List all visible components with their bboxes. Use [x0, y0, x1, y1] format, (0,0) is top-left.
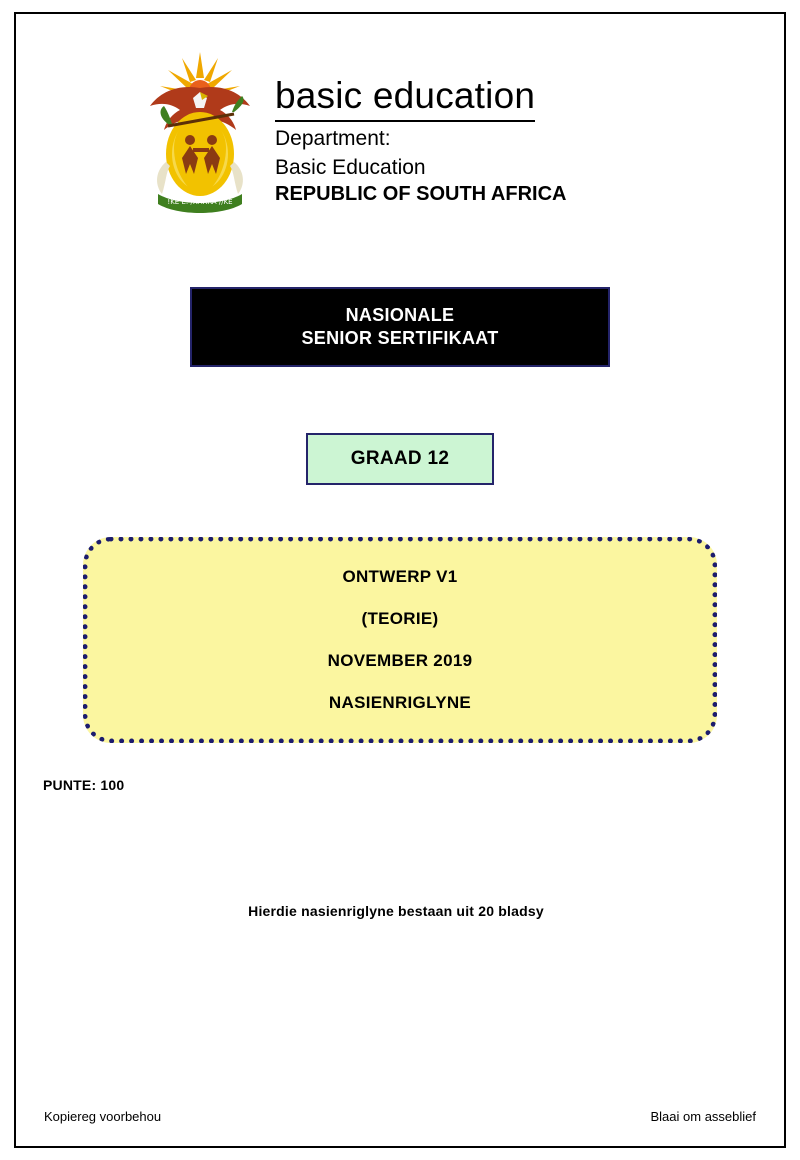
grade-label: GRAAD 12 [350, 448, 450, 469]
document-header [40, 44, 760, 219]
subject-exam-date: NOVEMBER 2019 [327, 651, 473, 670]
department-text-block [275, 44, 566, 206]
turn-over-notice: Blaai om asseblief [650, 1109, 756, 1124]
marks-label: PUNTE: 100 [43, 777, 125, 793]
page-count-note: Hierdie nasienriglyne bestaan uit 20 bladsy [248, 903, 544, 919]
subject-paper-type: (TEORIE) [361, 609, 439, 628]
subject-banner [83, 537, 717, 743]
republic-label: REPUBLIC OF SOUTH AFRICA [275, 183, 567, 205]
department-label: Department: [275, 127, 391, 150]
copyright-notice: Kopiereg voorbehou [44, 1109, 162, 1124]
south-africa-coat-of-arms-icon [138, 44, 263, 219]
certificate-banner [190, 287, 610, 367]
page-content [40, 30, 760, 1130]
grade-banner [306, 433, 494, 485]
svg-text:!KE E: /XARRA //KE: !KE E: /XARRA //KE [167, 198, 233, 206]
basic-education-title: basic education [275, 74, 535, 122]
subject-paper-title: ONTWERP V1 [342, 567, 458, 586]
certificate-line-2: SENIOR SERTIFIKAAT [301, 328, 499, 348]
page-footer [40, 1109, 760, 1124]
subject-document-type: NASIENRIGLYNE [328, 693, 472, 712]
certificate-text [301, 304, 498, 350]
department-name: Basic Education [275, 156, 426, 179]
certificate-line-1: NASIONALE [345, 305, 455, 325]
